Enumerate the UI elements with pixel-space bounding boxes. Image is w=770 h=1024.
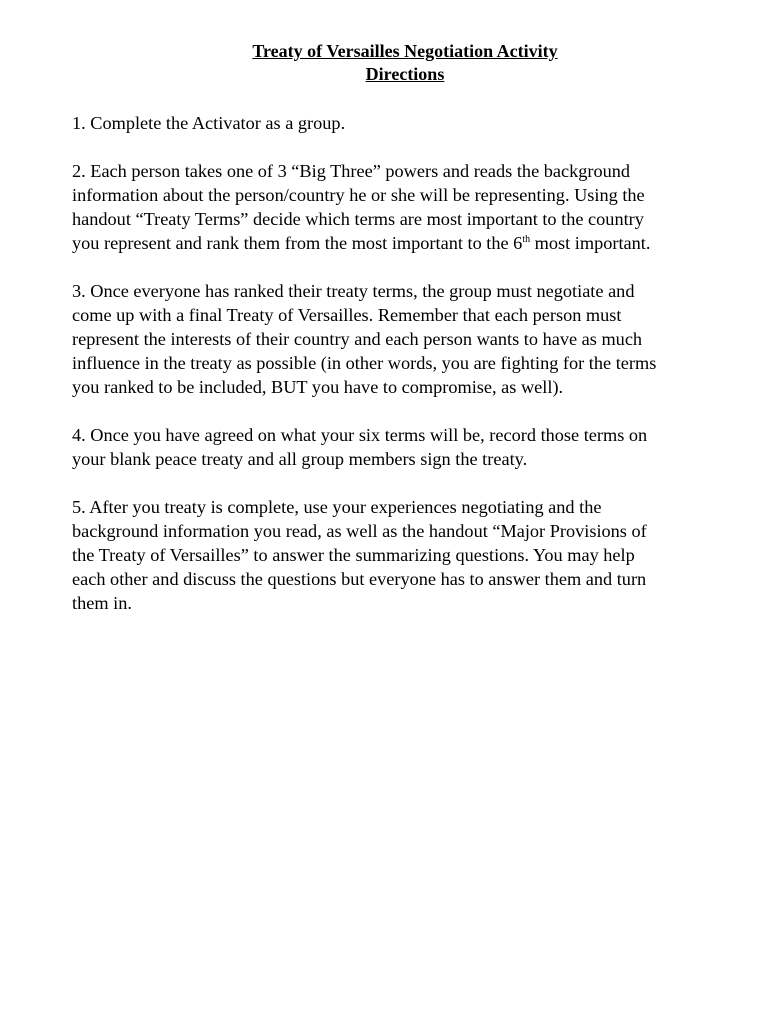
- step-4: [72, 423, 732, 471]
- step-line: information about the person/country he or she will be representing. Using the: [72, 185, 645, 205]
- step-2: [72, 159, 732, 255]
- step-line: 4. Once you have agreed on what your six terms will be, record those terms on: [72, 425, 648, 445]
- step-line: you ranked to be included, BUT you have to compromise, as well).: [72, 377, 564, 397]
- directions-body: [72, 111, 732, 639]
- step-line-with-superscript: [72, 231, 732, 255]
- step-line-text: most important.: [530, 233, 651, 253]
- step-1: [72, 111, 732, 135]
- step-line: 1. Complete the Activator as a group.: [72, 113, 346, 133]
- title-block: [0, 40, 770, 86]
- step-line: the Treaty of Versailles” to answer the summarizing questions. You may help: [72, 545, 635, 565]
- step-line: each other and discuss the questions but everyone has to answer them and turn: [72, 569, 647, 589]
- step-3: [72, 279, 732, 399]
- step-line: 3. Once everyone has ranked their treaty terms, the group must negotiate and: [72, 281, 635, 301]
- document-title: Treaty of Versailles Negotiation Activity: [252, 41, 558, 61]
- ordinal-superscript: th: [522, 234, 531, 245]
- document-subtitle: Directions: [365, 64, 445, 84]
- step-line: 2. Each person takes one of 3 “Big Three” powers and reads the background: [72, 161, 631, 181]
- step-line-text: you represent and rank them from the most important to the 6: [72, 233, 523, 253]
- step-line: come up with a final Treaty of Versailles. Remember that each person must: [72, 305, 622, 325]
- step-line: your blank peace treaty and all group members sign the treaty.: [72, 449, 528, 469]
- step-line: background information you read, as well as the handout “Major Provisions of: [72, 521, 647, 541]
- step-line: represent the interests of their country and each person wants to have as much: [72, 329, 643, 349]
- step-line: 5. After you treaty is complete, use your experiences negotiating and the: [72, 497, 602, 517]
- step-line: them in.: [72, 593, 132, 613]
- step-line: handout “Treaty Terms” decide which terms are most important to the country: [72, 209, 644, 229]
- step-line: influence in the treaty as possible (in other words, you are fighting for the terms: [72, 353, 657, 373]
- step-5: [72, 495, 732, 615]
